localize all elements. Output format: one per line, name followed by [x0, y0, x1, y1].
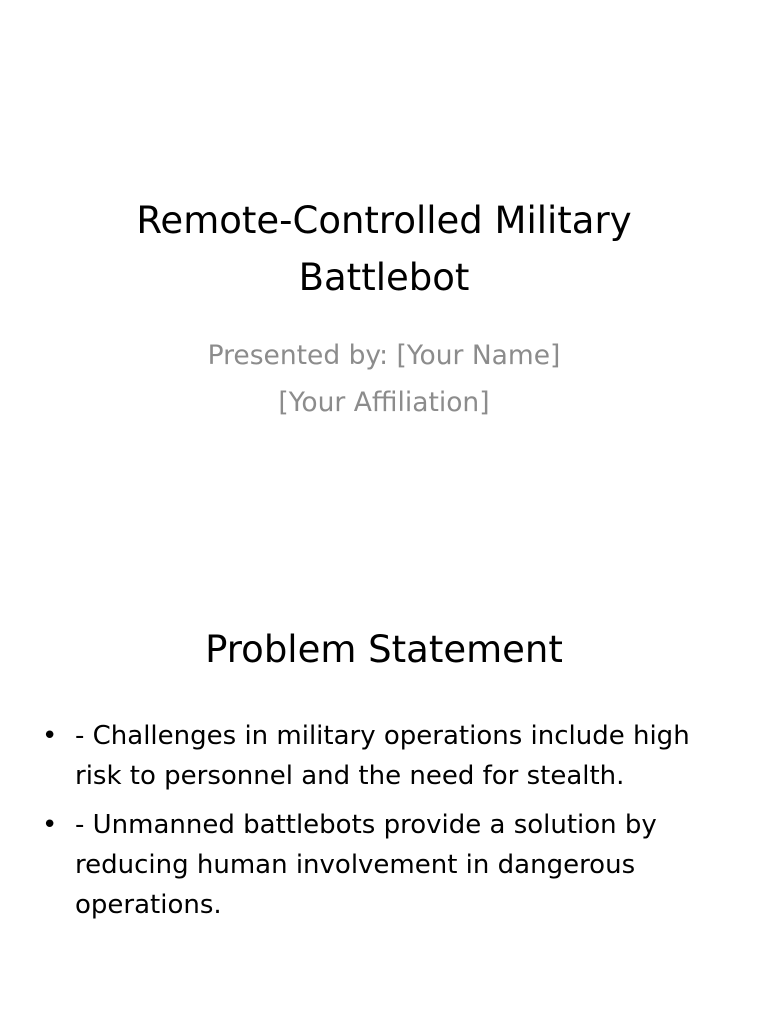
problem-statement-slide [0, 576, 768, 1024]
slide-title-line-1: Remote-Controlled Military [136, 199, 632, 242]
bullet-text: - Unmanned battlebots provide a solution by reducing human involvement in dangerous operations. [75, 810, 657, 920]
slide-title [58, 192, 710, 306]
bullet-text: - Challenges in military operations include high risk to personnel and the need for stealth. [75, 721, 690, 791]
bullet-item [40, 716, 740, 796]
bullet-item [40, 805, 740, 925]
affiliation-line: [Your Affiliation] [278, 387, 490, 418]
presenter-line: Presented by: [Your Name] [207, 340, 561, 371]
section-title: Problem Statement [205, 628, 563, 671]
bullet-dot-icon: • [42, 810, 58, 840]
bullet-list [40, 716, 740, 934]
slide-title-line-2: Battlebot [298, 256, 470, 299]
slide-subtitle [58, 332, 710, 426]
bullet-dot-icon: • [42, 721, 58, 751]
